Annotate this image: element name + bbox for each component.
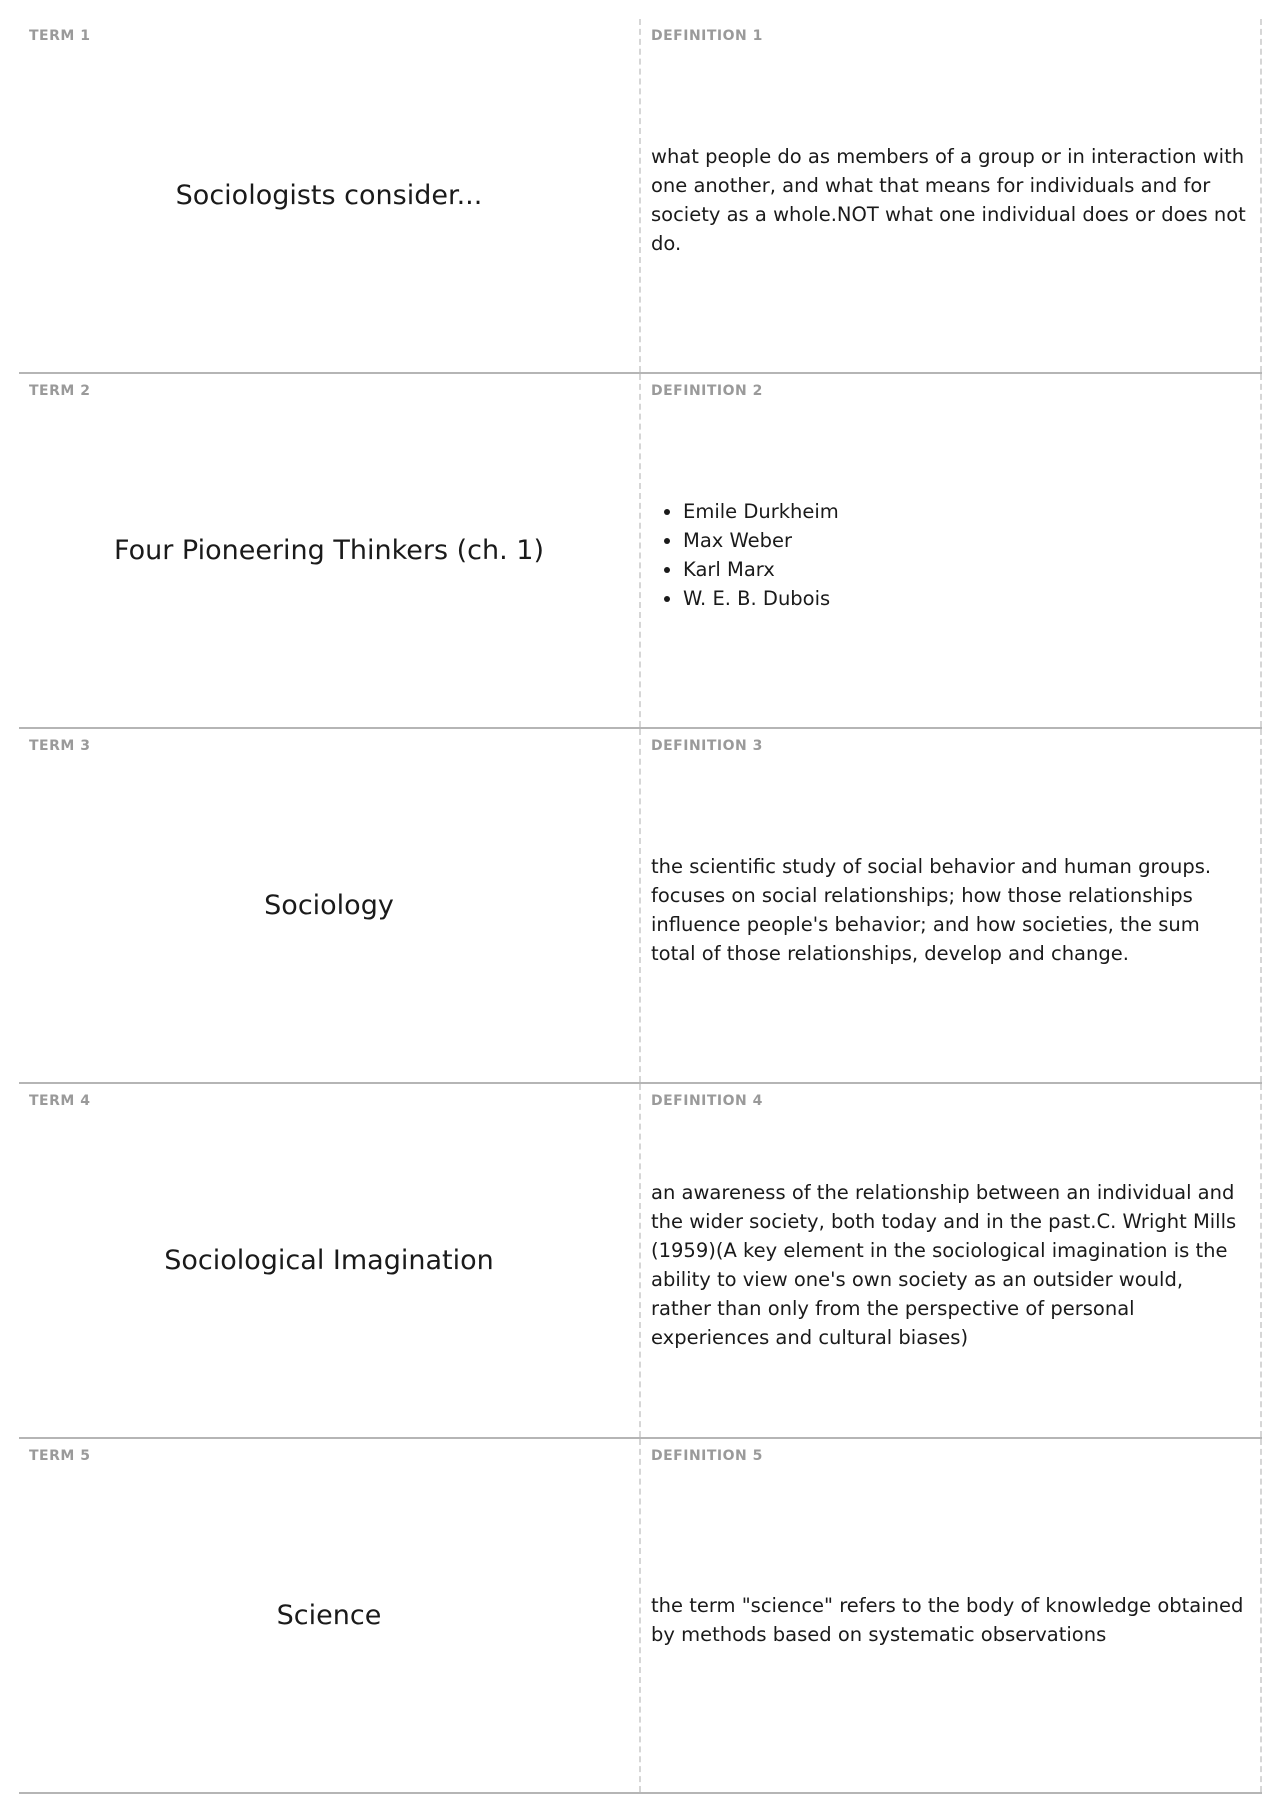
term-text: Science — [276, 1600, 382, 1631]
card-row — [19, 374, 1262, 729]
definition-list-item: • Karl Marx — [683, 555, 839, 584]
card-row — [19, 729, 1262, 1084]
flashcard-sheet — [19, 19, 1262, 1794]
definition-cell — [641, 374, 1262, 727]
definition-list — [651, 497, 839, 613]
term-label: TERM 3 — [29, 738, 91, 754]
term-label: TERM 1 — [29, 28, 91, 44]
term-cell — [19, 1439, 641, 1792]
term-cell — [19, 374, 641, 727]
term-label: TERM 2 — [29, 383, 91, 399]
definition-text: the term "science" refers to the body of knowledge obtained by methods based on systematic observations — [651, 1593, 1244, 1646]
term-text: Four Pioneering Thinkers (ch. 1) — [114, 535, 544, 566]
definition-cell — [641, 729, 1262, 1082]
definition-text: what people do as members of a group or in interaction with one another, and what that means for individuals and for society as a whole.NOT what one individual does or does not do. — [651, 144, 1246, 255]
term-text: Sociological Imagination — [164, 1245, 494, 1276]
term-label: TERM 4 — [29, 1093, 91, 1109]
term-text: Sociologists consider... — [175, 180, 483, 211]
definition-label: DEFINITION 4 — [651, 1093, 763, 1109]
definition-list-item: • W. E. B. Dubois — [683, 584, 839, 613]
definition-list-item: • Max Weber — [683, 526, 839, 555]
definition-label: DEFINITION 2 — [651, 383, 763, 399]
term-cell — [19, 729, 641, 1082]
definition-cell — [641, 1439, 1262, 1792]
term-label: TERM 5 — [29, 1448, 91, 1464]
definition-text: an awareness of the relationship between an individual and the wider society, both today and in the past.C. Wright Mills (1959)(A key element in the sociological imagination is the ability to view one's own society as an outsider would, rather than only from the perspective of personal experiences and cultural biases) — [651, 1180, 1237, 1349]
definition-label: DEFINITION 1 — [651, 28, 763, 44]
card-row — [19, 1439, 1262, 1794]
card-row — [19, 1084, 1262, 1439]
card-row — [19, 19, 1262, 374]
definition-label: DEFINITION 5 — [651, 1448, 763, 1464]
definition-text: the scientific study of social behavior and human groups. focuses on social relationships; how those relationships influence people's behavior; and how societies, the sum total of those relationships, develop and change. — [651, 854, 1212, 965]
term-cell — [19, 19, 641, 372]
term-cell — [19, 1084, 641, 1437]
term-text: Sociology — [264, 890, 394, 921]
definition-cell — [641, 1084, 1262, 1437]
definition-list-item: • Emile Durkheim — [683, 497, 839, 526]
definition-cell — [641, 19, 1262, 372]
definition-label: DEFINITION 3 — [651, 738, 763, 754]
